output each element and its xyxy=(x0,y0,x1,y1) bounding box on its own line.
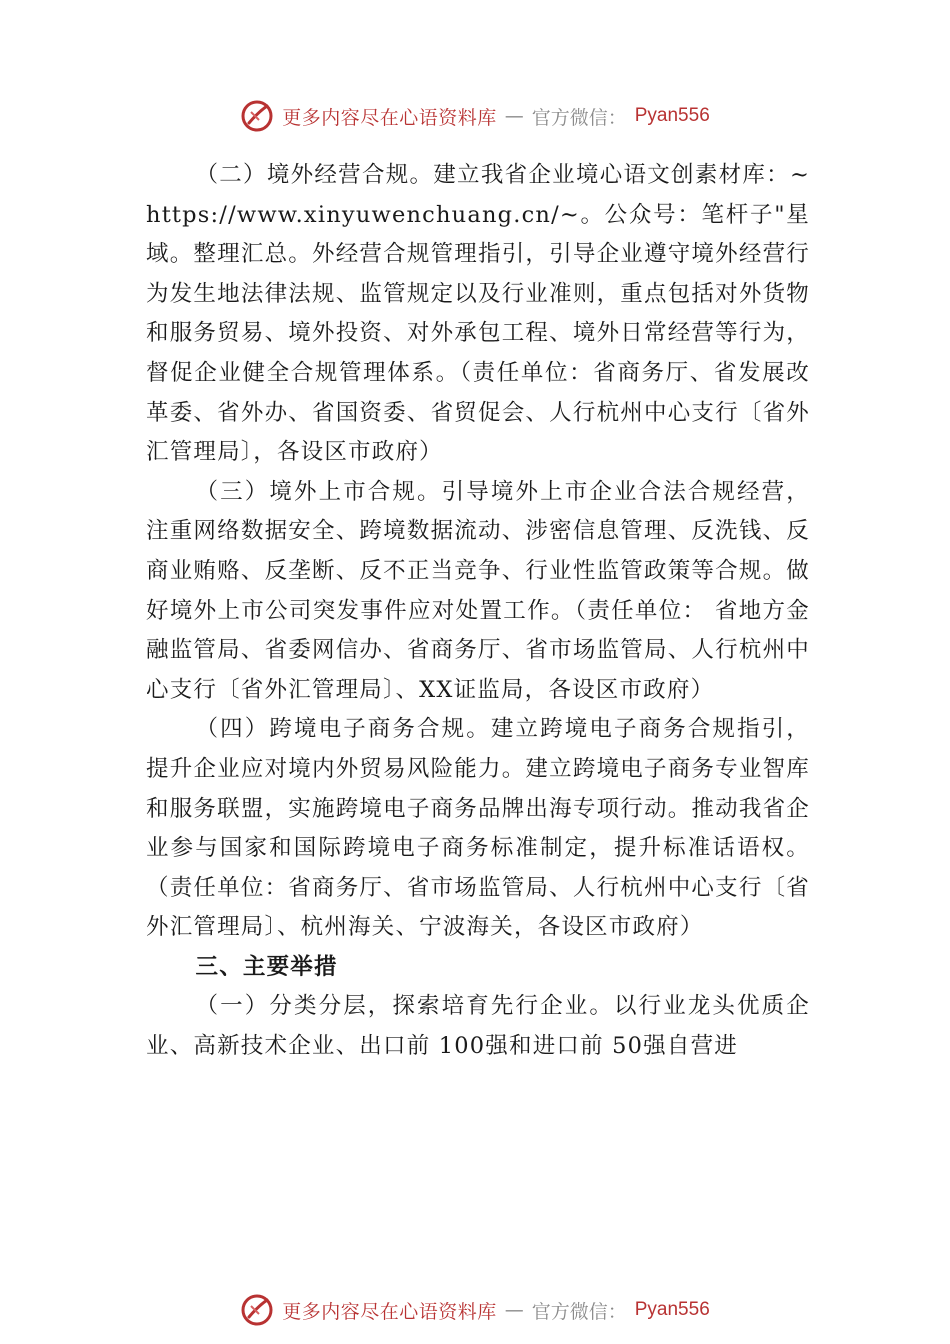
header-brand-text: 更多内容尽在心语资料库 xyxy=(282,106,497,129)
paragraph-overseas-listing: （三）境外上市合规。引导境外上市企业合法合规经营，注重网络数据安全、跨境数据流动、涉密信息管理、反洗钱、反商业贿赂、反垄断、反不正当竞争、行业性监管政策等合规。做好境外上市公司突发事件应对处置工作。（责任单位： 省地方金融监管局、省委网信办、省商务厅、省市场监管局、人行杭州中心支行〔省外汇管理局〕、XX证监局，各设区市政府） xyxy=(146,478,810,703)
footer-brand-text: 更多内容尽在心语资料库 xyxy=(282,1300,497,1323)
brand-logo-icon xyxy=(240,1293,274,1327)
paragraph-cross-border-ecommerce: （四）跨境电子商务合规。建立跨境电子商务合规指引，提升企业应对境内外贸易风险能力。建立跨境电子商务专业智库和服务联盟，实施跨境电子商务品牌出海专项行动。推动我省企业参与国家和国际跨境电子商务标准制定，提升标准话语权。（责任单位：省商务厅、省市场监管局、人行杭州中心支行〔省外汇管理局〕、杭州海关、宁波海关，各设区市政府） xyxy=(146,716,810,941)
header-wechat-id: Pyan556 xyxy=(634,105,710,126)
footer-wechat-id: Pyan556 xyxy=(634,1299,710,1320)
header-banner xyxy=(0,96,950,136)
footer-official-label: 官方微信： xyxy=(531,1300,627,1323)
footer-separator: — xyxy=(504,1299,524,1321)
footer-banner xyxy=(0,1290,950,1330)
header-official-label: 官方微信： xyxy=(531,106,627,129)
section-heading-main-measures: 三、主要举措 xyxy=(195,953,338,980)
document-body xyxy=(146,156,810,1067)
paragraph-overseas-operation: （二）境外经营合规。建立我省企业境心语文创素材库：~https://www.xinyuwenchuang.cn/~。公众号：笔杆子"星域。整理汇总。外经营合规管理指引，引导企业遵守境外经营行为发生地法律法规、监管规定以及行业准则，重点包括对外货物和服务贸易、境外投资、对外承包工程、境外日常经营等行为，督促企业健全合规管理体系。（责任单位：省商务厅、省发展改革委、省外办、省国资委、省贸促会、人行杭州中心支行〔省外汇管理局〕，各设区市政府） xyxy=(146,162,810,466)
header-separator: — xyxy=(504,105,524,127)
brand-logo-icon xyxy=(240,99,274,133)
paragraph-classification: （一）分类分层，探索培育先行企业。以行业龙头优质企业、高新技术企业、出口前 100强和进口前 50强自营进 xyxy=(146,993,810,1060)
